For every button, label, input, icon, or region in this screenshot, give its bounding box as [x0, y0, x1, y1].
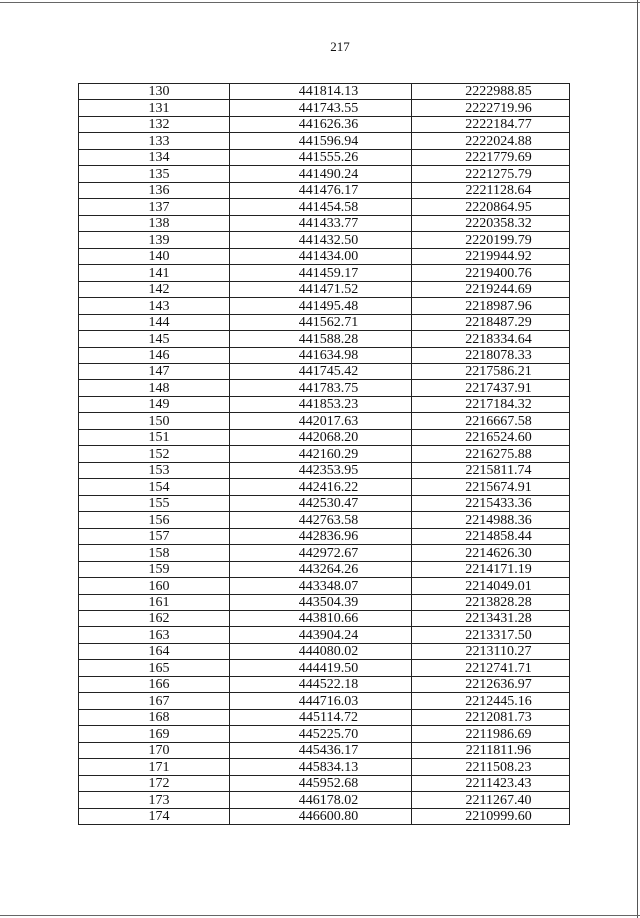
- y-coordinate-cell: 2220358.32: [412, 215, 570, 231]
- x-coordinate-cell: 441626.36: [230, 116, 412, 132]
- point-number-cell: 146: [79, 347, 230, 363]
- point-number-cell: 170: [79, 742, 230, 758]
- y-coordinate-cell: 2212081.73: [412, 709, 570, 725]
- point-number-cell: 149: [79, 396, 230, 412]
- table-row: [79, 331, 570, 347]
- table-row: [79, 660, 570, 676]
- x-coordinate-cell: 441853.23: [230, 396, 412, 412]
- table-row: [79, 347, 570, 363]
- y-coordinate-cell: 2211267.40: [412, 792, 570, 808]
- coordinates-table: [78, 83, 570, 825]
- y-coordinate-cell: 2212445.16: [412, 693, 570, 709]
- table-row: [79, 627, 570, 643]
- table-row: [79, 380, 570, 396]
- table-row: [79, 265, 570, 281]
- point-number-cell: 163: [79, 627, 230, 643]
- x-coordinate-cell: 444716.03: [230, 693, 412, 709]
- point-number-cell: 158: [79, 545, 230, 561]
- table-row: [79, 512, 570, 528]
- x-coordinate-cell: 441434.00: [230, 248, 412, 264]
- y-coordinate-cell: 2220864.95: [412, 199, 570, 215]
- x-coordinate-cell: 441588.28: [230, 331, 412, 347]
- x-coordinate-cell: 443904.24: [230, 627, 412, 643]
- point-number-cell: 147: [79, 363, 230, 379]
- y-coordinate-cell: 2222024.88: [412, 133, 570, 149]
- page-edge-bottom: [0, 915, 640, 916]
- x-coordinate-cell: 442836.96: [230, 528, 412, 544]
- y-coordinate-cell: 2222184.77: [412, 116, 570, 132]
- table-row: [79, 808, 570, 824]
- y-coordinate-cell: 2213828.28: [412, 594, 570, 610]
- x-coordinate-cell: 441495.48: [230, 298, 412, 314]
- point-number-cell: 157: [79, 528, 230, 544]
- table-row: [79, 446, 570, 462]
- x-coordinate-cell: 446600.80: [230, 808, 412, 824]
- table-row: [79, 149, 570, 165]
- table-row: [79, 248, 570, 264]
- x-coordinate-cell: 442017.63: [230, 413, 412, 429]
- y-coordinate-cell: 2215811.74: [412, 462, 570, 478]
- coordinates-table-container: [78, 83, 569, 825]
- point-number-cell: 132: [79, 116, 230, 132]
- table-row: [79, 314, 570, 330]
- point-number-cell: 153: [79, 462, 230, 478]
- y-coordinate-cell: 2211811.96: [412, 742, 570, 758]
- table-row: [79, 643, 570, 659]
- point-number-cell: 159: [79, 561, 230, 577]
- x-coordinate-cell: 443504.39: [230, 594, 412, 610]
- table-row: [79, 298, 570, 314]
- coordinates-table-body: [79, 84, 570, 825]
- x-coordinate-cell: 441476.17: [230, 182, 412, 198]
- table-row: [79, 396, 570, 412]
- point-number-cell: 168: [79, 709, 230, 725]
- point-number-cell: 169: [79, 726, 230, 742]
- y-coordinate-cell: 2217586.21: [412, 363, 570, 379]
- y-coordinate-cell: 2222719.96: [412, 100, 570, 116]
- point-number-cell: 165: [79, 660, 230, 676]
- x-coordinate-cell: 441562.71: [230, 314, 412, 330]
- point-number-cell: 150: [79, 413, 230, 429]
- table-row: [79, 759, 570, 775]
- point-number-cell: 133: [79, 133, 230, 149]
- y-coordinate-cell: 2213110.27: [412, 643, 570, 659]
- y-coordinate-cell: 2218487.29: [412, 314, 570, 330]
- y-coordinate-cell: 2214626.30: [412, 545, 570, 561]
- point-number-cell: 135: [79, 166, 230, 182]
- point-number-cell: 137: [79, 199, 230, 215]
- point-number-cell: 141: [79, 265, 230, 281]
- table-row: [79, 693, 570, 709]
- point-number-cell: 171: [79, 759, 230, 775]
- y-coordinate-cell: 2221779.69: [412, 149, 570, 165]
- y-coordinate-cell: 2216275.88: [412, 446, 570, 462]
- y-coordinate-cell: 2214171.19: [412, 561, 570, 577]
- x-coordinate-cell: 441596.94: [230, 133, 412, 149]
- y-coordinate-cell: 2215674.91: [412, 479, 570, 495]
- table-row: [79, 611, 570, 627]
- y-coordinate-cell: 2219244.69: [412, 281, 570, 297]
- point-number-cell: 130: [79, 84, 230, 100]
- x-coordinate-cell: 442160.29: [230, 446, 412, 462]
- table-row: [79, 182, 570, 198]
- page-edge-right: [637, 0, 638, 918]
- point-number-cell: 145: [79, 331, 230, 347]
- y-coordinate-cell: 2211508.23: [412, 759, 570, 775]
- page-number: 217: [330, 39, 350, 54]
- table-row: [79, 429, 570, 445]
- table-row: [79, 495, 570, 511]
- y-coordinate-cell: 2214049.01: [412, 578, 570, 594]
- point-number-cell: 138: [79, 215, 230, 231]
- point-number-cell: 160: [79, 578, 230, 594]
- table-row: [79, 199, 570, 215]
- y-coordinate-cell: 2212636.97: [412, 676, 570, 692]
- y-coordinate-cell: 2218334.64: [412, 331, 570, 347]
- point-number-cell: 151: [79, 429, 230, 445]
- point-number-cell: 162: [79, 611, 230, 627]
- y-coordinate-cell: 2210999.60: [412, 808, 570, 824]
- table-row: [79, 578, 570, 594]
- table-row: [79, 116, 570, 132]
- y-coordinate-cell: 2215433.36: [412, 495, 570, 511]
- x-coordinate-cell: 442353.95: [230, 462, 412, 478]
- point-number-cell: 134: [79, 149, 230, 165]
- table-row: [79, 726, 570, 742]
- x-coordinate-cell: 441555.26: [230, 149, 412, 165]
- x-coordinate-cell: 441454.58: [230, 199, 412, 215]
- x-coordinate-cell: 445952.68: [230, 775, 412, 791]
- x-coordinate-cell: 441432.50: [230, 232, 412, 248]
- y-coordinate-cell: 2213431.28: [412, 611, 570, 627]
- x-coordinate-cell: 441459.17: [230, 265, 412, 281]
- point-number-cell: 173: [79, 792, 230, 808]
- table-row: [79, 561, 570, 577]
- x-coordinate-cell: 445834.13: [230, 759, 412, 775]
- table-row: [79, 462, 570, 478]
- table-row: [79, 413, 570, 429]
- point-number-cell: 164: [79, 643, 230, 659]
- point-number-cell: 166: [79, 676, 230, 692]
- x-coordinate-cell: 444080.02: [230, 643, 412, 659]
- table-row: [79, 232, 570, 248]
- x-coordinate-cell: 441634.98: [230, 347, 412, 363]
- x-coordinate-cell: 442416.22: [230, 479, 412, 495]
- x-coordinate-cell: 441783.75: [230, 380, 412, 396]
- point-number-cell: 136: [79, 182, 230, 198]
- x-coordinate-cell: 442972.67: [230, 545, 412, 561]
- x-coordinate-cell: 441743.55: [230, 100, 412, 116]
- y-coordinate-cell: 2216524.60: [412, 429, 570, 445]
- y-coordinate-cell: 2219944.92: [412, 248, 570, 264]
- point-number-cell: 142: [79, 281, 230, 297]
- x-coordinate-cell: 443810.66: [230, 611, 412, 627]
- x-coordinate-cell: 442763.58: [230, 512, 412, 528]
- x-coordinate-cell: 445436.17: [230, 742, 412, 758]
- point-number-cell: 139: [79, 232, 230, 248]
- table-row: [79, 775, 570, 791]
- y-coordinate-cell: 2218078.33: [412, 347, 570, 363]
- x-coordinate-cell: 441471.52: [230, 281, 412, 297]
- table-row: [79, 594, 570, 610]
- point-number-cell: 167: [79, 693, 230, 709]
- page-edge-top: [0, 2, 640, 3]
- y-coordinate-cell: 2221275.79: [412, 166, 570, 182]
- point-number-cell: 148: [79, 380, 230, 396]
- point-number-cell: 154: [79, 479, 230, 495]
- table-row: [79, 545, 570, 561]
- y-coordinate-cell: 2214988.36: [412, 512, 570, 528]
- table-row: [79, 479, 570, 495]
- x-coordinate-cell: 441745.42: [230, 363, 412, 379]
- table-row: [79, 215, 570, 231]
- x-coordinate-cell: 442530.47: [230, 495, 412, 511]
- point-number-cell: 155: [79, 495, 230, 511]
- x-coordinate-cell: 446178.02: [230, 792, 412, 808]
- point-number-cell: 144: [79, 314, 230, 330]
- y-coordinate-cell: 2213317.50: [412, 627, 570, 643]
- y-coordinate-cell: 2217437.91: [412, 380, 570, 396]
- table-row: [79, 742, 570, 758]
- point-number-cell: 152: [79, 446, 230, 462]
- table-row: [79, 363, 570, 379]
- point-number-cell: 143: [79, 298, 230, 314]
- point-number-cell: 131: [79, 100, 230, 116]
- table-row: [79, 709, 570, 725]
- table-row: [79, 792, 570, 808]
- x-coordinate-cell: 441814.13: [230, 84, 412, 100]
- x-coordinate-cell: 443264.26: [230, 561, 412, 577]
- y-coordinate-cell: 2219400.76: [412, 265, 570, 281]
- y-coordinate-cell: 2220199.79: [412, 232, 570, 248]
- y-coordinate-cell: 2214858.44: [412, 528, 570, 544]
- x-coordinate-cell: 441490.24: [230, 166, 412, 182]
- point-number-cell: 156: [79, 512, 230, 528]
- table-row: [79, 100, 570, 116]
- y-coordinate-cell: 2222988.85: [412, 84, 570, 100]
- y-coordinate-cell: 2217184.32: [412, 396, 570, 412]
- y-coordinate-cell: 2211423.43: [412, 775, 570, 791]
- point-number-cell: 140: [79, 248, 230, 264]
- x-coordinate-cell: 445225.70: [230, 726, 412, 742]
- x-coordinate-cell: 441433.77: [230, 215, 412, 231]
- y-coordinate-cell: 2221128.64: [412, 182, 570, 198]
- table-row: [79, 84, 570, 100]
- table-row: [79, 133, 570, 149]
- table-row: [79, 676, 570, 692]
- table-row: [79, 528, 570, 544]
- x-coordinate-cell: 445114.72: [230, 709, 412, 725]
- table-row: [79, 281, 570, 297]
- x-coordinate-cell: 442068.20: [230, 429, 412, 445]
- point-number-cell: 174: [79, 808, 230, 824]
- x-coordinate-cell: 443348.07: [230, 578, 412, 594]
- y-coordinate-cell: 2216667.58: [412, 413, 570, 429]
- table-row: [79, 166, 570, 182]
- x-coordinate-cell: 444419.50: [230, 660, 412, 676]
- point-number-cell: 161: [79, 594, 230, 610]
- y-coordinate-cell: 2212741.71: [412, 660, 570, 676]
- y-coordinate-cell: 2211986.69: [412, 726, 570, 742]
- x-coordinate-cell: 444522.18: [230, 676, 412, 692]
- point-number-cell: 172: [79, 775, 230, 791]
- y-coordinate-cell: 2218987.96: [412, 298, 570, 314]
